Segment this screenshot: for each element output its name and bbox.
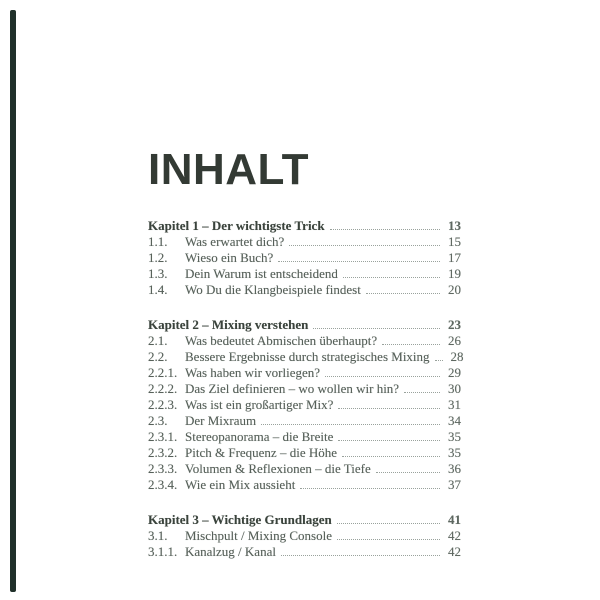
- entry-title: Das Ziel definieren – wo wollen wir hin?: [185, 381, 400, 396]
- page-number: 35: [448, 445, 461, 460]
- toc-entry-row: [148, 445, 461, 461]
- dot-leader: [289, 245, 440, 246]
- toc-entry-row: [148, 250, 461, 266]
- entry-number: 1.1.: [148, 234, 168, 249]
- entry-number: 3.1.1.: [148, 544, 178, 559]
- page-number: 15: [448, 234, 461, 249]
- toc-entry-row: [148, 544, 461, 560]
- entry-title: Was bedeutet Abmischen überhaupt?: [185, 333, 378, 348]
- toc-entry-row: [148, 365, 461, 381]
- entry-title: Volumen & Reflexionen – die Tiefe: [185, 461, 371, 476]
- entry-number: 1.2.: [148, 250, 168, 265]
- table-of-contents: [148, 218, 464, 560]
- toc-entry-row: [148, 234, 461, 250]
- toc-entry-row: [148, 381, 461, 397]
- page-number: 42: [448, 528, 461, 543]
- entry-title: Bessere Ergebnisse durch strategisches Mixing: [185, 349, 430, 364]
- dot-leader: [404, 392, 440, 393]
- toc-section: [148, 317, 464, 493]
- dot-leader: [338, 440, 440, 441]
- page-number: 17: [448, 250, 461, 265]
- entry-title: Wie ein Mix aussieht: [185, 477, 296, 492]
- entry-title: Was erwartet dich?: [185, 234, 285, 249]
- dot-leader: [330, 229, 440, 230]
- page-number: 23: [448, 317, 461, 332]
- entry-title: Dein Warum ist entscheidend: [185, 266, 338, 281]
- page-number: 26: [448, 333, 461, 348]
- entry-number: 1.4.: [148, 282, 168, 297]
- page-number: 13: [448, 218, 461, 233]
- toc-section: [148, 512, 461, 560]
- entry-number: 2.3.3.: [148, 461, 178, 476]
- toc-entry-row: [148, 477, 461, 493]
- entry-number: 2.3.1.: [148, 429, 178, 444]
- page-number: 28: [450, 349, 464, 364]
- toc-entry-row: [148, 349, 464, 365]
- book-edge-strip: [10, 10, 16, 592]
- toc-entry-row: [148, 528, 461, 544]
- dot-leader: [261, 424, 440, 425]
- dot-leader: [313, 328, 440, 329]
- toc-section: [148, 218, 461, 298]
- dot-leader: [366, 293, 440, 294]
- toc-entry-row: [148, 461, 461, 477]
- dot-leader: [342, 456, 440, 457]
- entry-title: Wieso ein Buch?: [185, 250, 274, 265]
- page-number: 36: [448, 461, 461, 476]
- dot-leader: [376, 472, 440, 473]
- toc-entry-row: [148, 413, 461, 429]
- entry-number: 2.3.2.: [148, 445, 178, 460]
- page-number: 42: [448, 544, 461, 559]
- page-number: 31: [448, 397, 461, 412]
- dot-leader: [281, 555, 440, 556]
- entry-number: 3.1.: [148, 528, 168, 543]
- entry-number: 1.3.: [148, 266, 168, 281]
- page-number: 30: [448, 381, 461, 396]
- page-number: 35: [448, 429, 461, 444]
- page-title: INHALT: [148, 145, 310, 194]
- entry-number: 2.2.3.: [148, 397, 178, 412]
- dot-leader: [338, 408, 440, 409]
- page-number: 29: [448, 365, 461, 380]
- toc-entry-row: [148, 429, 461, 445]
- chapter-heading-label: Kapitel 2 – Mixing verstehen: [148, 317, 309, 332]
- entry-title: Stereopanorama – die Breite: [185, 429, 334, 444]
- entry-title: Pitch & Frequenz – die Höhe: [185, 445, 337, 460]
- dot-leader: [435, 360, 443, 361]
- entry-number: 2.3.: [148, 413, 168, 428]
- chapter-heading-label: Kapitel 1 – Der wichtigste Trick: [148, 218, 325, 233]
- dot-leader: [337, 523, 440, 524]
- entry-title: Kanalzug / Kanal: [185, 544, 276, 559]
- dot-leader: [300, 488, 440, 489]
- toc-entry-row: [148, 397, 461, 413]
- entry-number: 2.3.4.: [148, 477, 178, 492]
- entry-number: 2.2.1.: [148, 365, 178, 380]
- entry-title: Mischpult / Mixing Console: [185, 528, 332, 543]
- entry-title: Was ist ein großartiger Mix?: [185, 397, 334, 412]
- page-number: 37: [448, 477, 461, 492]
- toc-chapter-heading-row: [148, 317, 461, 333]
- entry-title: Was haben wir vorliegen?: [185, 365, 321, 380]
- entry-title: Wo Du die Klangbeispiele findest: [185, 282, 361, 297]
- dot-leader: [343, 277, 440, 278]
- page-number: 20: [448, 282, 461, 297]
- page-number: 41: [448, 512, 461, 527]
- dot-leader: [382, 344, 440, 345]
- toc-chapter-heading-row: [148, 512, 461, 528]
- entry-number: 2.2.2.: [148, 381, 178, 396]
- toc-entry-row: [148, 333, 461, 349]
- dot-leader: [325, 376, 440, 377]
- page-content: [148, 145, 464, 560]
- dot-leader: [278, 261, 440, 262]
- toc-entry-row: [148, 282, 461, 298]
- page-number: 19: [448, 266, 461, 281]
- chapter-heading-label: Kapitel 3 – Wichtige Grundlagen: [148, 512, 332, 527]
- entry-title: Der Mixraum: [185, 413, 257, 428]
- toc-chapter-heading-row: [148, 218, 461, 234]
- toc-entry-row: [148, 266, 461, 282]
- page-number: 34: [448, 413, 461, 428]
- dot-leader: [337, 539, 440, 540]
- entry-number: 2.1.: [148, 333, 168, 348]
- entry-number: 2.2.: [148, 349, 168, 364]
